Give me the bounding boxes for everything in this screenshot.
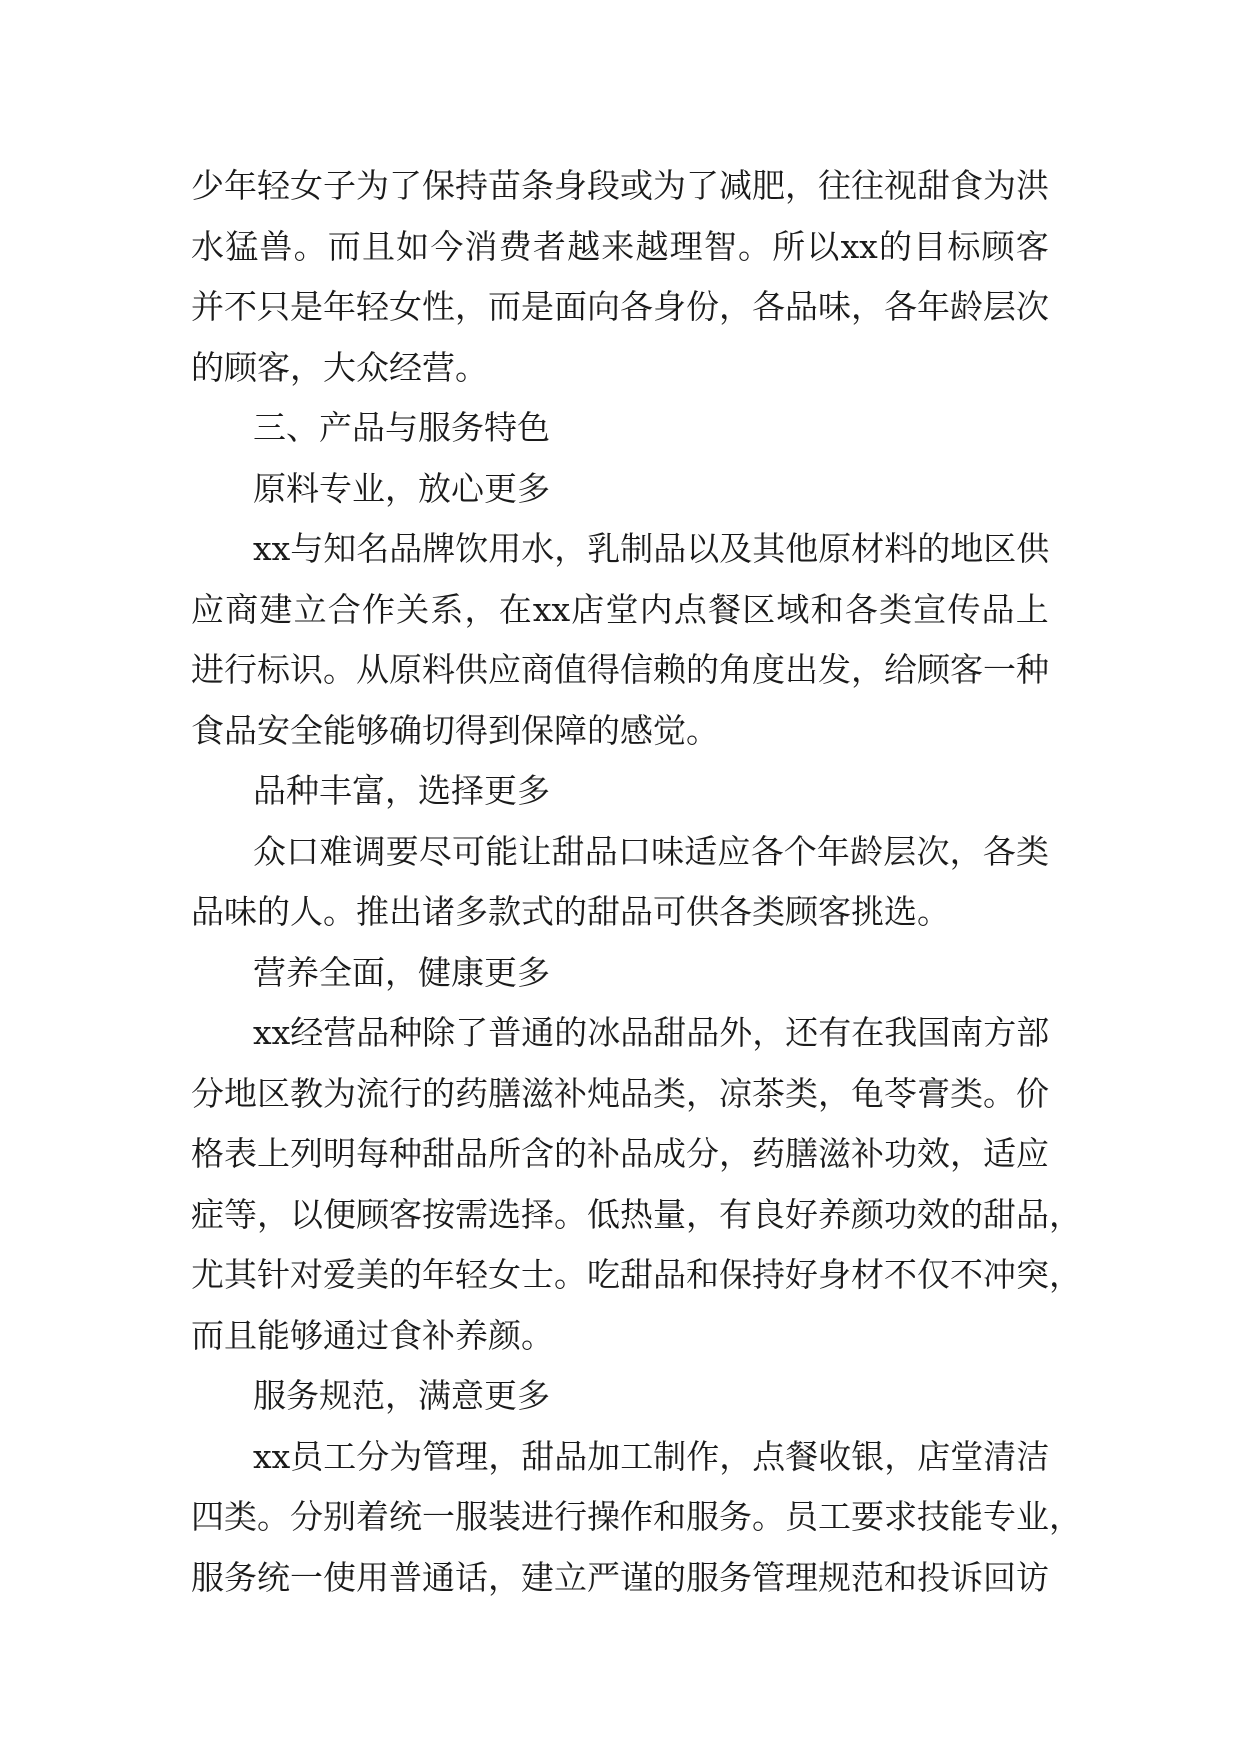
text-line: 症 等 ， 以 便 顾 客 按 需 选 择 。 低 热 量 ， 有 良 好 养 颜 功 效 的 甜 品 ， <box>191 1194 1082 1234</box>
text-line: 而且能够通过食补养颜。 <box>191 1315 554 1355</box>
text-line: xx 与 知 名 品 牌 饮 用 水 ， 乳 制 品 以 及 其 他 原 材 料 的 地 区 供 <box>253 529 1050 568</box>
text-line: xx 经 营 品 种 除 了 普 通 的 冰 品 甜 品 外 ， 还 有 在 我 国 南 方 部 <box>253 1013 1050 1052</box>
text-line: xx 员 工 分 为 管 理 ， 甜 品 加 工 制 作 ， 点 餐 收 银 ， 店 堂 清 洁 <box>253 1436 1050 1476</box>
text-line: 尤 其 针 对 爱 美 的 年 轻 女 士 。 吃 甜 品 和 保 持 好 身 材 不 仅 不 冲 突 ， <box>191 1255 1082 1294</box>
text-line: 三、产品与服务特色 <box>253 408 550 447</box>
text-line: 的顾客，大众经营。 <box>191 347 488 387</box>
text-line: 四 类 。 分 别 着 统 一 服 装 进 行 操 作 和 服 务 。 员 工 要 求 技 能 专 业 ， <box>191 1497 1082 1536</box>
text-line: 格 表 上 列 明 每 种 甜 品 所 含 的 补 品 成 分 ， 药 膳 滋 补 功 效 ， 适 应 <box>191 1134 1049 1173</box>
text-line: 食品安全能够确切得到保障的感觉。 <box>191 710 719 750</box>
text-line: 服 务 统 一 使 用 普 通 话 ， 建 立 严 谨 的 服 务 管 理 规 范 和 投 诉 回 访 <box>191 1557 1049 1597</box>
text-line: 少 年 轻 女 子 为 了 保 持 苗 条 身 段 或 为 了 减 肥 ， 往 往 视 甜 食 为 洪 <box>191 166 1049 205</box>
text-line: 品种丰富，选择更多 <box>253 771 550 810</box>
text-line: 分 地 区 教 为 流 行 的 药 膳 滋 补 炖 品 类 ， 凉 茶 类 ， 龟 苓 膏 类 。 价 <box>191 1073 1049 1113</box>
document-page <box>191 156 1082 1608</box>
text-line: 水 猛 兽 。 而 且 如 今 消 费 者 越 来 越 理 智 。 所 以 xx 的 目 标 顾 客 <box>191 226 1049 266</box>
text-line: 营养全面，健康更多 <box>253 952 550 992</box>
text-line: 品味的人。推出诸多款式的甜品可供各类顾客挑选。 <box>191 892 950 931</box>
text-line: 服务规范，满意更多 <box>253 1376 550 1415</box>
text-line: 众 口 难 调 要 尽 可 能 让 甜 品 口 味 适 应 各 个 年 龄 层 次 ， 各 类 <box>253 831 1049 871</box>
text-line: 进 行 标 识 。 从 原 料 供 应 商 值 得 信 赖 的 角 度 出 发 ， 给 顾 客 一 种 <box>191 650 1049 689</box>
text-line: 应 商 建 立 合 作 关 系 ， 在 xx 店 堂 内 点 餐 区 域 和 各 类 宣 传 品 上 <box>191 589 1049 629</box>
text-line: 原料专业，放心更多 <box>253 468 550 508</box>
text-line: 并 不 只 是 年 轻 女 性 ， 而 是 面 向 各 身 份 ， 各 品 味 ， 各 年 龄 层 次 <box>191 287 1049 326</box>
